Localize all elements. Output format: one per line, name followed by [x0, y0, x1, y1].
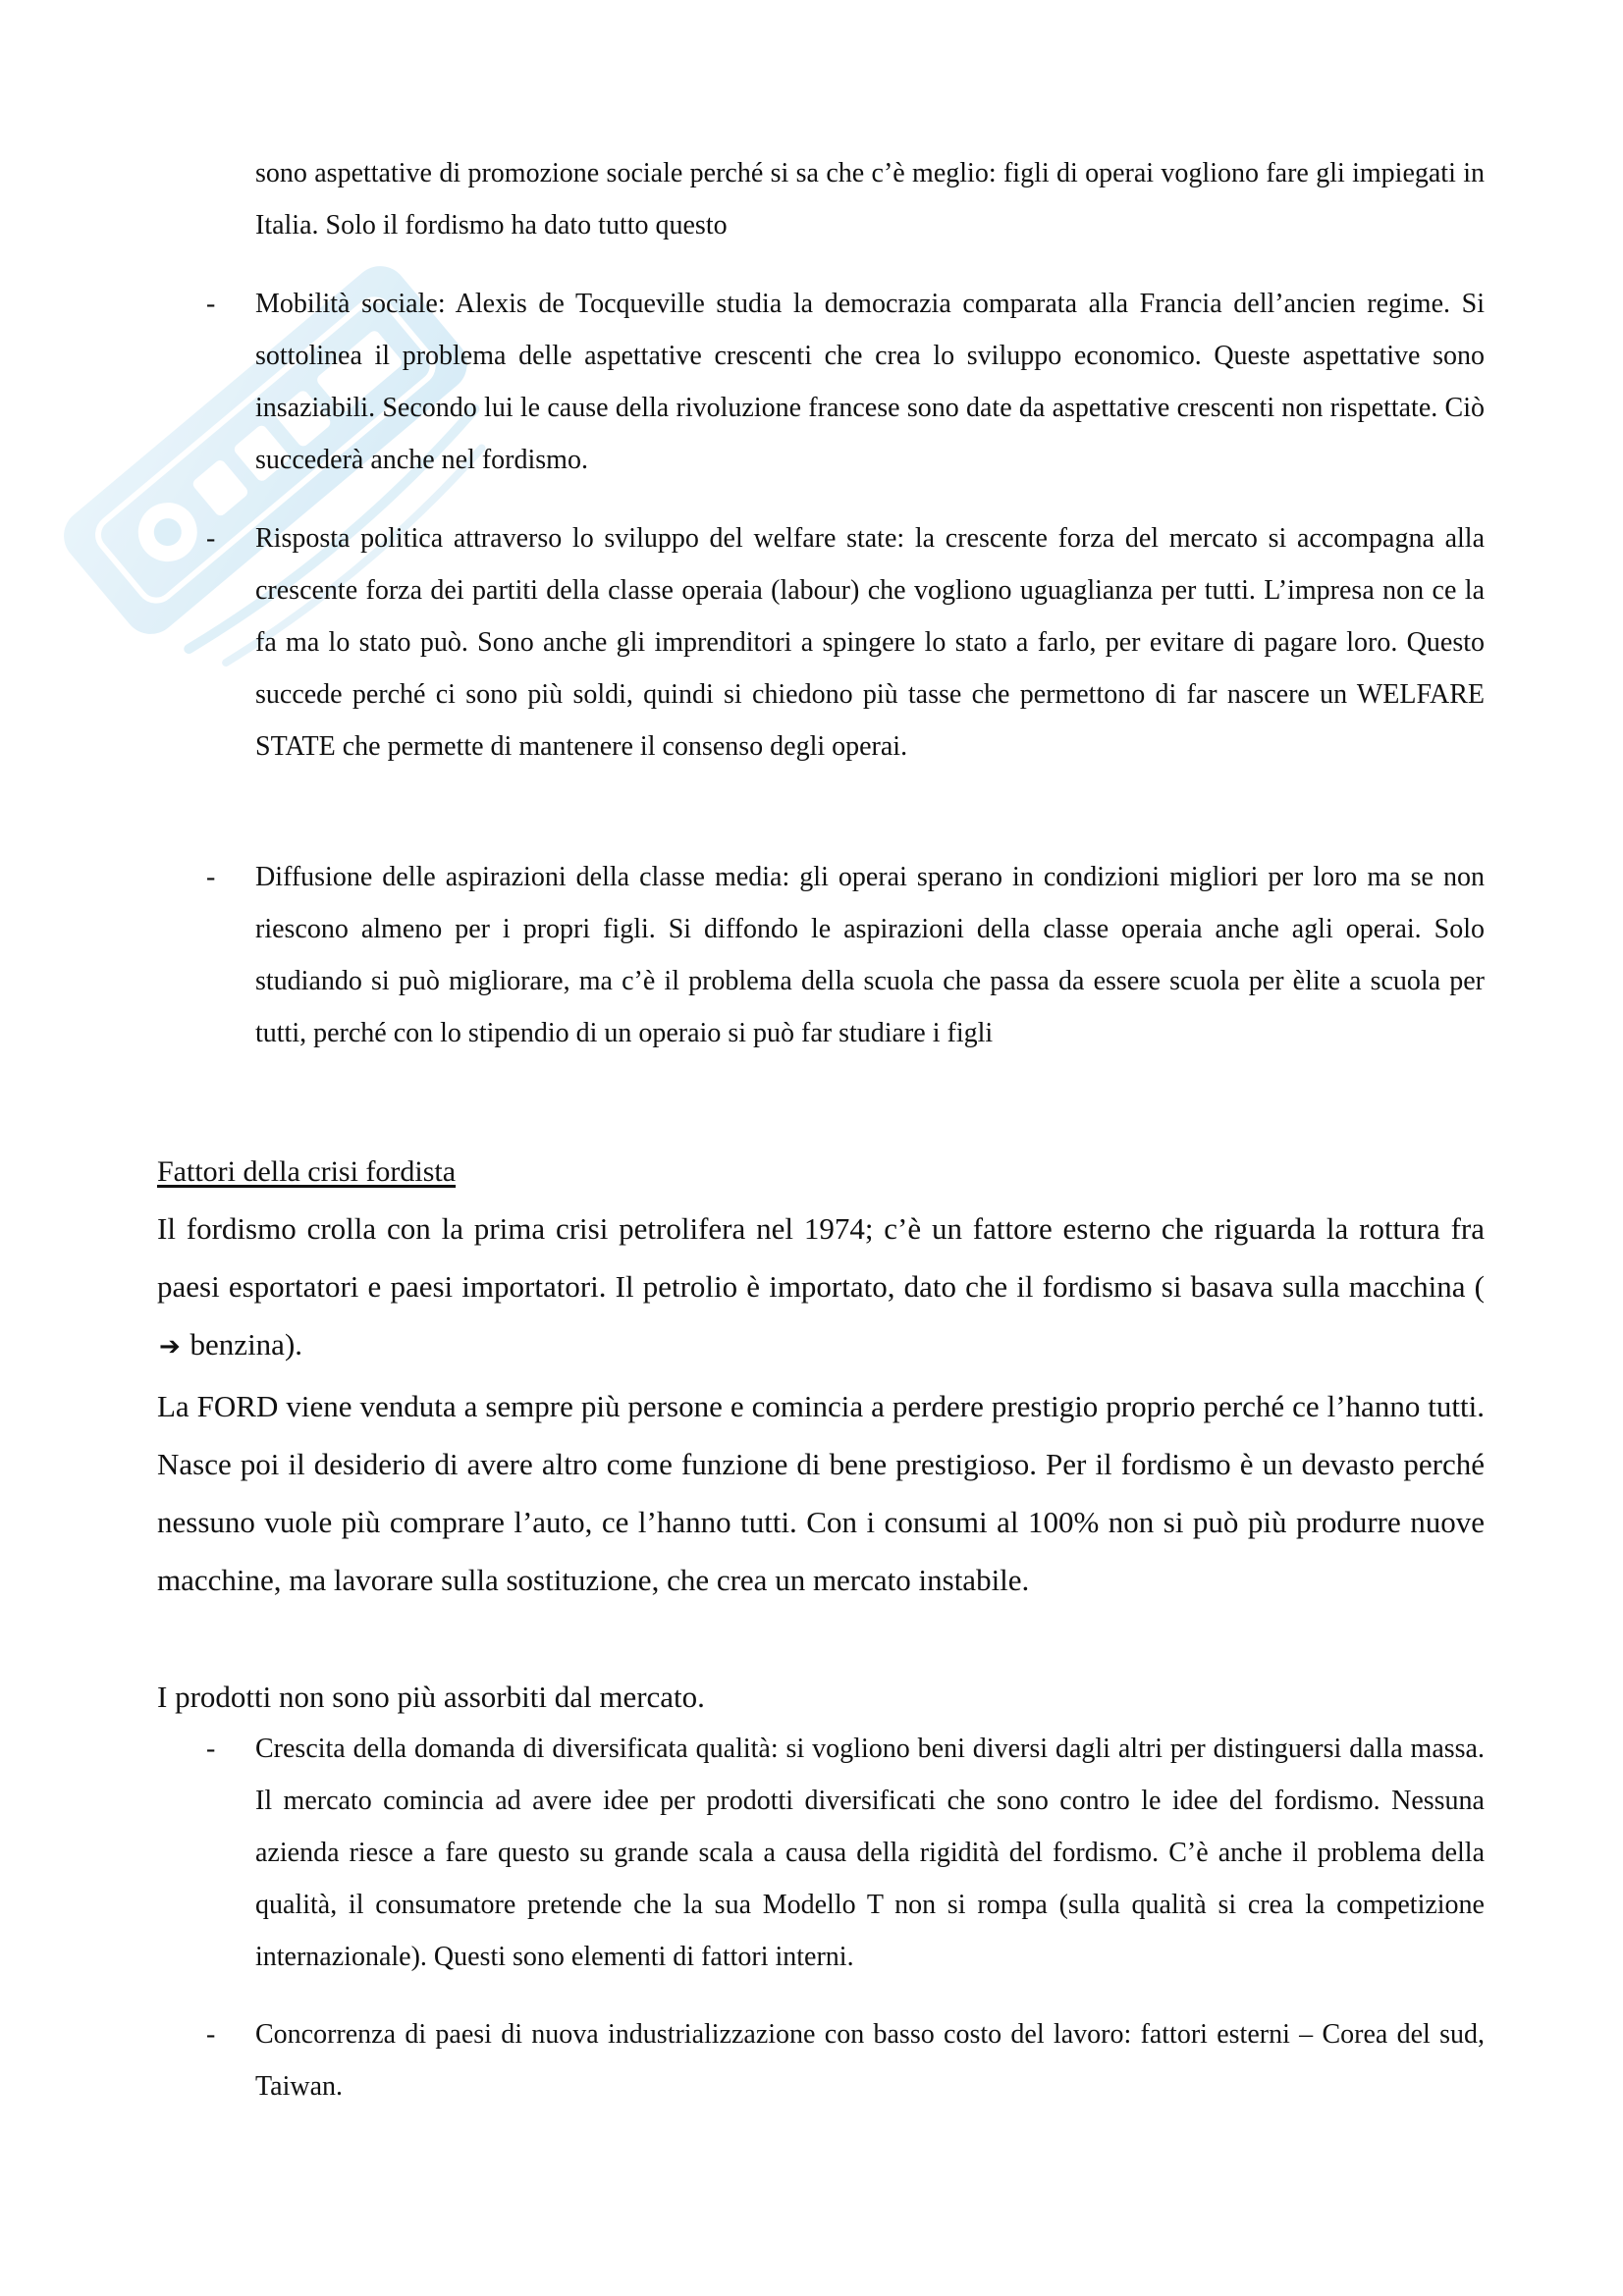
- paragraph-text-end: benzina).: [182, 1327, 303, 1362]
- paragraph-prodotti: I prodotti non sono più assorbiti dal mercato.: [157, 1680, 705, 1714]
- right-arrow-icon: ➔: [159, 1332, 181, 1362]
- paragraph-crisi-petrolifera: [157, 1200, 1485, 1376]
- bullet-item-concorrenza: [157, 2008, 1485, 2112]
- bullet-dash: -: [206, 1734, 216, 1764]
- continuation-block: [157, 147, 1485, 251]
- bullet-text: Risposta politica attraverso lo sviluppo del welfare state: la crescente forza del mercato si accompagna alla crescente forza dei partiti della classe operaia (labour) che vogliono uguaglianza per tutti. L’impresa non ce la fa ma lo stato può. Sono anche gli imprenditori a spingere lo stato a farlo, per evitare di pagare loro. Questo succede perché ci sono più soldi, quindi si chiedono più tasse che permettono di far nascere un WELFARE STATE che permette di mantenere il consenso degli operai.: [255, 523, 1485, 762]
- bullet-item-domanda-qualita: [157, 1723, 1485, 1983]
- bullet-dash: -: [206, 289, 216, 319]
- bullet-text: Diffusione delle aspirazioni della classe media: gli operai sperano in condizioni migliori per loro ma se non riescono almeno per i propri figli. Si diffondo le aspirazioni della classe operaia anche agli operai. Solo studiando si può migliorare, ma c’è il problema della scuola che passa da essere scuola per èlite a scuola per tutti, perché con lo stipendio di un operaio si può far studiare i figli: [255, 862, 1485, 1048]
- bullet-item-mobilita: [157, 278, 1485, 486]
- bullet-dash: -: [206, 2019, 216, 2050]
- bullet-item-aspirazioni: [157, 851, 1485, 1059]
- bullet-text: Mobilità sociale: Alexis de Tocqueville studia la democrazia comparata alla Francia dell’ancien regime. Si sottolinea il problema delle aspettative crescenti che crea lo sviluppo economico. Queste aspettative sono insaziabili. Secondo lui le cause della rivoluzione francese sono date da aspettative crescenti non rispettate. Ciò succederà anche nel fordismo.: [255, 289, 1485, 475]
- section-heading: Fattori della crisi fordista: [157, 1155, 457, 1188]
- continuation-text: sono aspettative di promozione sociale perché si sa che c’è meglio: figli di operai vogliono fare gli impiegati in Italia. Solo il fordismo ha dato tutto questo: [255, 158, 1485, 240]
- bullet-text: Crescita della domanda di diversificata qualità: si vogliono beni diversi dagli altri per distinguersi dalla massa. Il mercato comincia ad avere idee per prodotti diversificati che sono contro le idee del fordismo. Nessuna azienda riesce a fare questo su grande scala a causa della rigidità del fordismo. C’è anche il problema della qualità, il consumatore pretende che la sua Modello T non si rompa (sulla qualità si crea la competizione internazionale). Questi sono elementi di fattori interni.: [255, 1734, 1485, 1972]
- bullet-text: Concorrenza di paesi di nuova industrializzazione con basso costo del lavoro: fattori esterni – Corea del sud, Taiwan.: [255, 2019, 1485, 2102]
- bullet-dash: -: [206, 523, 216, 554]
- bullet-item-welfare: [157, 512, 1485, 773]
- paragraph-ford: La FORD viene venduta a sempre più persone e comincia a perdere prestigio proprio perché ce l’hanno tutti. Nasce poi il desiderio di avere altro come funzione di bene prestigioso. Per il fordismo è un devasto perché nessuno vuole più comprare l’auto, ce l’hanno tutti. Con i consumi al 100% non si può più produrre nuove macchine, ma lavorare sulla sostituzione, che crea un mercato instabile.: [157, 1389, 1485, 1597]
- bullet-dash: -: [206, 862, 216, 892]
- paragraph-text-start: Il fordismo crolla con la prima crisi petrolifera nel 1974; c’è un fattore esterno che riguarda la rottura fra paesi esportatori e paesi importatori. Il petrolio è importato, dato che il fordismo si basava sulla macchina (: [157, 1211, 1485, 1304]
